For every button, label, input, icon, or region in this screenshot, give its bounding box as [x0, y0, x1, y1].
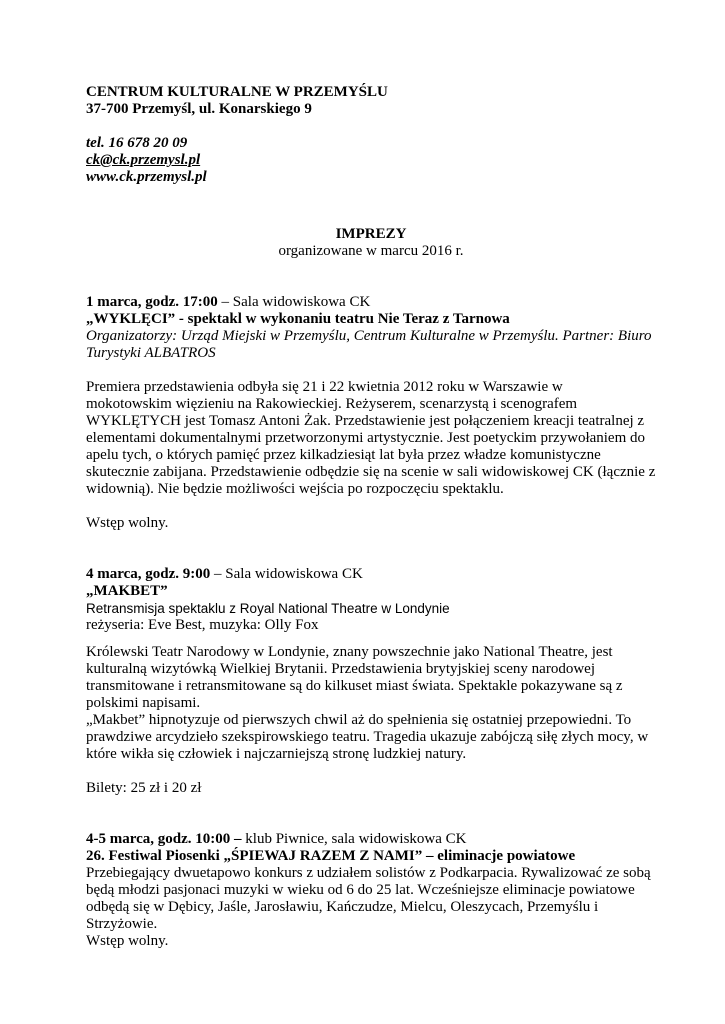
description-line: prawdziwe arcydzieło szekspirowskiego teatru. Tragedia ukazuje zabójczą siłę złych mocy, w: [86, 729, 649, 745]
event-credits: reżyseria: Eve Best, muzyka: Olly Fox: [86, 617, 319, 633]
description-line: elementami dokumentalnymi przetworzonymi artystycznie. Jest poetyckim przywołaniem do: [86, 430, 646, 446]
description-line: widownią). Nie będzie możliwości wejścia po rozpoczęciu spektaklu.: [86, 481, 504, 497]
event-venue: klub Piwnice, sala widowiskowa CK: [241, 831, 467, 847]
event-venue: – Sala widowiskowa CK: [217, 294, 371, 310]
org-name: CENTRUM KULTURALNE W PRZEMYŚLU: [86, 84, 388, 100]
event-date-time: 4-5 marca, godz. 10:00 –: [86, 831, 242, 847]
org-header: [86, 84, 656, 186]
description-line: transmitowane i retransmitowane są do kilkuset miast świata. Spektakle pokazywane są z: [86, 678, 623, 694]
org-address: 37-700 Przemyśl, ul. Konarskiego 9: [86, 101, 312, 117]
document-title: [86, 226, 656, 260]
description-line: „Makbet” hipnotyzuje od pierwszych chwil aż do spełnienia się ostatniej przepowiedni. To: [86, 712, 632, 728]
document-page: [86, 84, 656, 950]
event-description: [86, 644, 656, 763]
org-phone: tel. 16 678 20 09: [86, 135, 188, 151]
org-website[interactable]: www.ck.przemysl.pl: [86, 169, 207, 185]
event-admission: Wstęp wolny.: [86, 933, 169, 949]
event-date-venue: [86, 831, 656, 848]
description-line: mokotowskim więzieniu na Rakowieckiej. Reżyserem, scenarzystą i scenografem: [86, 396, 578, 412]
description-line: które wikła się człowiek i najczarniejszą stronę ludzkiej natury.: [86, 746, 467, 762]
description-line: odbędą się w Dębicy, Jaśle, Jarosławiu, Kańczudze, Mielcu, Oleszycach, Przemyślu i: [86, 899, 599, 915]
event-description: [86, 865, 656, 933]
event-admission: Bilety: 25 zł i 20 zł: [86, 780, 202, 796]
event-name: „WYKLĘCI” - spektakl w wykonaniu teatru Nie Teraz z Tarnowa: [86, 311, 510, 327]
title-heading: IMPREZY: [335, 226, 407, 242]
event-festiwal-piosenki: [86, 831, 656, 950]
title-subheading: organizowane w marcu 2016 r.: [278, 243, 464, 259]
description-line: kulturalną wizytówką Wielkiej Brytanii. Przedstawienia brytyjskiej sceny narodowej: [86, 661, 595, 677]
event-date-time: 4 marca, godz. 9:00: [86, 566, 211, 582]
event-admission: Wstęp wolny.: [86, 515, 169, 531]
description-line: będą młodzi pasjonaci muzyki w wieku od 6 do 25 lat. Wcześniejsze eliminacje powiatowe: [86, 882, 635, 898]
event-makbet: [86, 566, 656, 797]
event-name: 26. Festiwal Piosenki „ŚPIEWAJ RAZEM Z NAMI” – eliminacje powiatowe: [86, 848, 576, 864]
event-subtitle: Retransmisja spektaklu z Royal National Theatre w Londynie: [86, 601, 450, 616]
description-line: WYKLĘTYCH jest Tomasz Antoni Żak. Przedstawienie jest połączeniem kreacji teatralnej z: [86, 413, 645, 429]
event-date-venue: [86, 294, 656, 311]
description-line: skutecznie zabijana. Przedstawienie odbędzie się na scenie w sali widowiskowej CK (łącznie z: [86, 464, 656, 480]
event-wykleci: [86, 294, 656, 532]
org-email-link[interactable]: ck@ck.przemysl.pl: [86, 152, 201, 168]
description-line: Strzyżowie.: [86, 916, 158, 932]
event-name: „MAKBET”: [86, 583, 168, 599]
event-description: [86, 379, 656, 498]
event-date-time: 1 marca, godz. 17:00: [86, 294, 218, 310]
description-line: Królewski Teatr Narodowy w Londynie, znany powszechnie jako National Theatre, jest: [86, 644, 613, 660]
description-line: Premiera przedstawienia odbyła się 21 i 22 kwietnia 2012 roku w Warszawie w: [86, 379, 563, 395]
description-line: polskimi napisami.: [86, 695, 201, 711]
description-line: Przebiegający dwuetapowo konkurs z udziałem solistów z Podkarpacia. Rywalizować ze sobą: [86, 865, 651, 881]
event-date-venue: [86, 566, 656, 583]
event-venue: – Sala widowiskowa CK: [210, 566, 363, 582]
description-line: apelu tych, o których pamięć przez kilkadziesiąt lat była przez władze komunistyczne: [86, 447, 601, 463]
event-organizers: Organizatorzy: Urząd Miejski w Przemyślu, Centrum Kulturalne w Przemyślu. Partner: Biuro: [86, 328, 652, 344]
event-organizers-cont: Turystyki ALBATROS: [86, 345, 216, 361]
